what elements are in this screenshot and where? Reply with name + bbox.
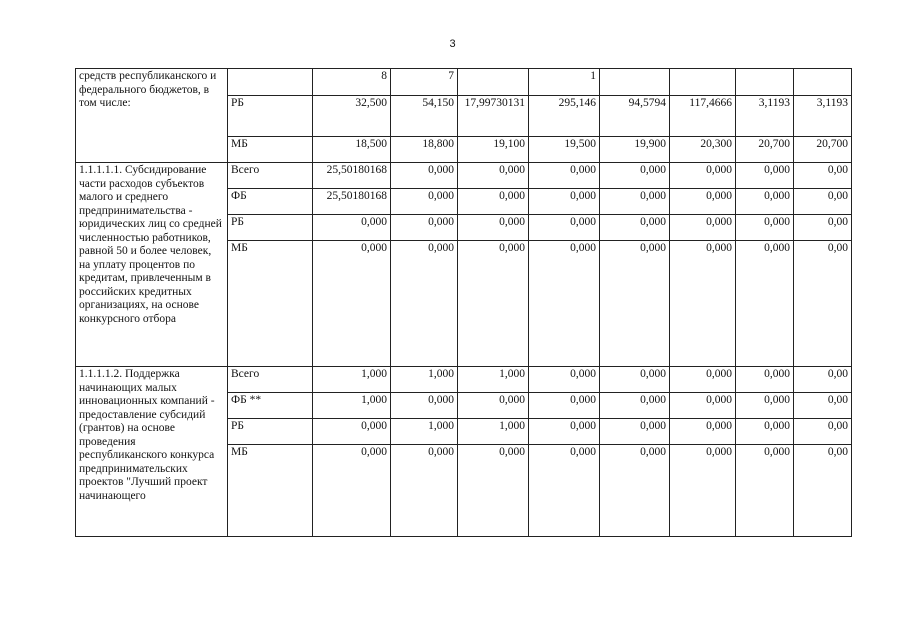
value-cell: 0,000	[391, 163, 458, 189]
value-cell	[736, 69, 794, 96]
source-cell: РБ	[228, 96, 313, 137]
value-cell: 0,000	[313, 445, 391, 537]
value-cell	[458, 69, 529, 96]
value-cell: 0,000	[670, 419, 736, 445]
description-cell: 1.1.1.1.2. Поддержка начинающих малых инновационных компаний - предоставление субсидий (грантов) на основе проведения республиканского конкурса предпринимательских проектов "Лучший проект начинающего	[76, 367, 228, 537]
source-cell: МБ	[228, 445, 313, 537]
value-cell: 54,150	[391, 96, 458, 137]
value-cell: 117,4666	[670, 96, 736, 137]
value-cell: 0,00	[794, 189, 852, 215]
value-cell: 18,500	[313, 137, 391, 163]
value-cell: 0,000	[529, 419, 600, 445]
page-number: 3	[449, 38, 456, 50]
description-cell: средств республиканского и федерального бюджетов, в том числе:	[76, 69, 228, 163]
value-cell: 1,000	[391, 419, 458, 445]
value-cell: 0,000	[529, 189, 600, 215]
value-cell: 0,000	[670, 163, 736, 189]
value-cell: 0,000	[736, 241, 794, 367]
value-cell: 0,000	[736, 215, 794, 241]
value-cell: 0,00	[794, 393, 852, 419]
value-cell: 19,900	[600, 137, 670, 163]
value-cell: 0,000	[391, 189, 458, 215]
value-cell: 0,000	[600, 445, 670, 537]
value-cell: 0,000	[736, 163, 794, 189]
value-cell: 0,000	[529, 241, 600, 367]
value-cell: 0,000	[458, 393, 529, 419]
value-cell: 0,000	[529, 215, 600, 241]
value-cell	[600, 69, 670, 96]
value-cell: 94,5794	[600, 96, 670, 137]
value-cell: 3,1193	[794, 96, 852, 137]
value-cell: 1	[529, 69, 600, 96]
value-cell: 1,000	[313, 367, 391, 393]
value-cell: 18,800	[391, 137, 458, 163]
value-cell: 0,000	[313, 215, 391, 241]
value-cell: 0,00	[794, 163, 852, 189]
value-cell: 20,700	[736, 137, 794, 163]
table-row	[76, 69, 852, 96]
value-cell: 0,000	[391, 215, 458, 241]
value-cell: 0,000	[529, 367, 600, 393]
value-cell: 1,000	[313, 393, 391, 419]
value-cell: 0,000	[529, 393, 600, 419]
value-cell: 0,000	[529, 445, 600, 537]
value-cell: 0,000	[736, 189, 794, 215]
source-cell: Всего	[228, 367, 313, 393]
value-cell: 20,300	[670, 137, 736, 163]
value-cell: 0,000	[313, 419, 391, 445]
value-cell: 0,000	[458, 189, 529, 215]
value-cell: 0,000	[313, 241, 391, 367]
value-cell: 0,000	[458, 241, 529, 367]
value-cell: 19,500	[529, 137, 600, 163]
value-cell: 0,000	[391, 241, 458, 367]
source-cell: ФБ	[228, 189, 313, 215]
table-row	[76, 163, 852, 189]
value-cell: 17,99730131	[458, 96, 529, 137]
value-cell: 1,000	[458, 367, 529, 393]
value-cell: 0,00	[794, 215, 852, 241]
value-cell: 0,000	[670, 445, 736, 537]
value-cell	[670, 69, 736, 96]
value-cell: 0,000	[391, 445, 458, 537]
table-row	[76, 367, 852, 393]
value-cell: 20,700	[794, 137, 852, 163]
value-cell: 1,000	[458, 419, 529, 445]
value-cell: 0,00	[794, 419, 852, 445]
budget-table	[75, 68, 852, 537]
description-cell: 1.1.1.1.1. Субсидирование части расходов субъектов малого и среднего предпринимательства - юридических лиц со средней численностью работников, равной 50 и более человек, на уплату процентов по кредитам, привлеченным в российских кредитных организациях, на основе конкурсного отбора	[76, 163, 228, 367]
value-cell: 0,000	[600, 419, 670, 445]
value-cell: 0,000	[736, 367, 794, 393]
value-cell: 0,000	[458, 215, 529, 241]
value-cell: 0,000	[600, 367, 670, 393]
value-cell: 3,1193	[736, 96, 794, 137]
value-cell: 0,000	[736, 393, 794, 419]
value-cell: 0,000	[670, 393, 736, 419]
value-cell	[794, 69, 852, 96]
source-cell: РБ	[228, 419, 313, 445]
value-cell: 0,000	[458, 163, 529, 189]
value-cell: 32,500	[313, 96, 391, 137]
value-cell: 19,100	[458, 137, 529, 163]
value-cell: 0,00	[794, 445, 852, 537]
value-cell: 0,000	[600, 393, 670, 419]
value-cell: 0,000	[529, 163, 600, 189]
source-cell: РБ	[228, 215, 313, 241]
source-cell: МБ	[228, 241, 313, 367]
source-cell: Всего	[228, 163, 313, 189]
value-cell: 8	[313, 69, 391, 96]
value-cell: 0,000	[600, 215, 670, 241]
value-cell: 25,50180168	[313, 189, 391, 215]
source-cell	[228, 69, 313, 96]
value-cell: 7	[391, 69, 458, 96]
value-cell: 295,146	[529, 96, 600, 137]
value-cell: 0,000	[670, 189, 736, 215]
value-cell: 0,000	[600, 189, 670, 215]
value-cell: 0,000	[391, 393, 458, 419]
value-cell: 0,000	[600, 163, 670, 189]
value-cell: 0,000	[600, 241, 670, 367]
value-cell: 25,50180168	[313, 163, 391, 189]
value-cell: 0,000	[670, 367, 736, 393]
value-cell: 0,000	[670, 215, 736, 241]
value-cell: 0,000	[736, 445, 794, 537]
source-cell: МБ	[228, 137, 313, 163]
source-cell: ФБ **	[228, 393, 313, 419]
value-cell: 0,000	[458, 445, 529, 537]
value-cell: 1,000	[391, 367, 458, 393]
value-cell: 0,00	[794, 241, 852, 367]
value-cell: 0,000	[736, 419, 794, 445]
value-cell: 0,00	[794, 367, 852, 393]
value-cell: 0,000	[670, 241, 736, 367]
